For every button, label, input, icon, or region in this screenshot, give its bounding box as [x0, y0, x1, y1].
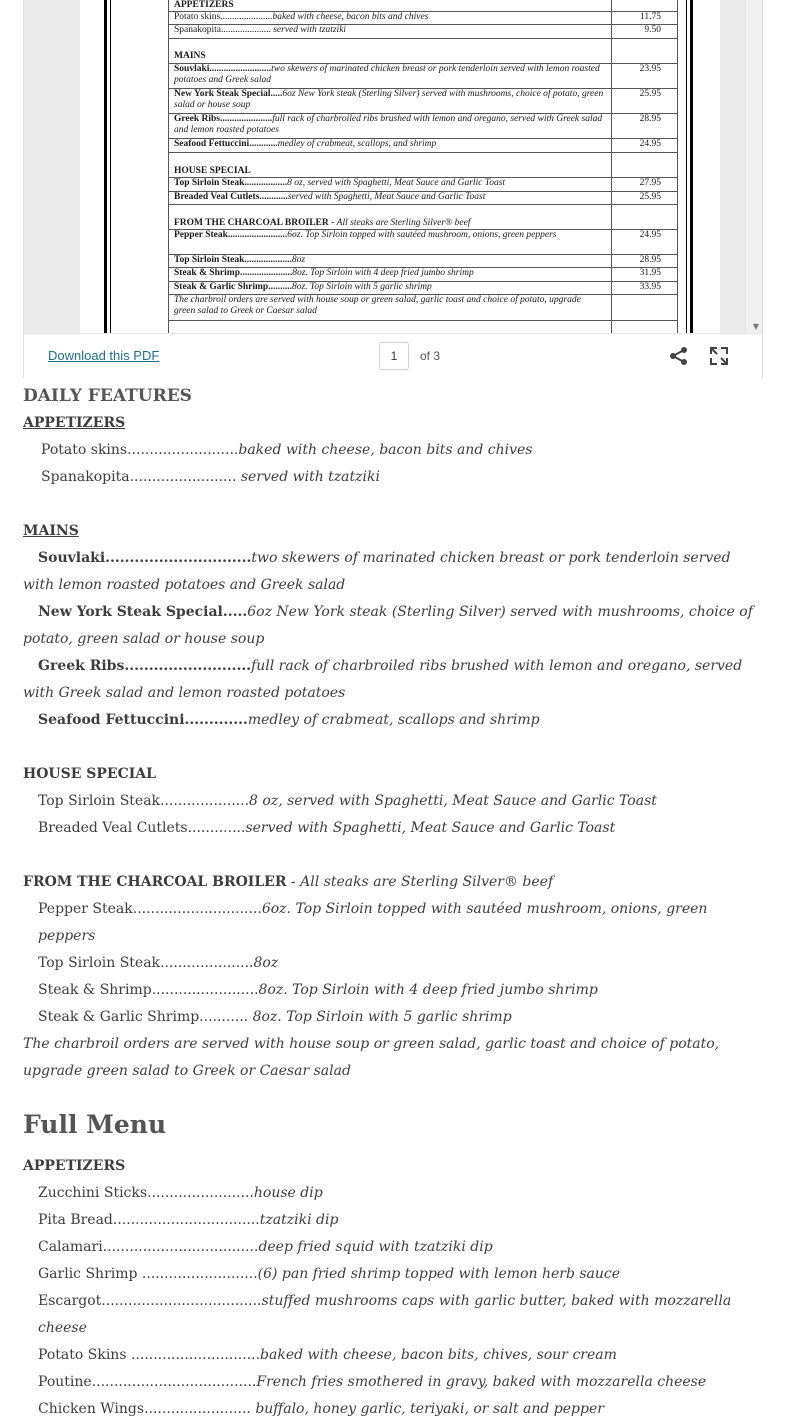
pdf-item-desc: served with tzatziki: [273, 25, 347, 35]
pdf-item-name: Pepper Steak.........................: [174, 230, 288, 240]
menu-item: [23, 977, 763, 1004]
pdf-row: [169, 192, 677, 205]
item-name: Potato skins.........................: [41, 442, 239, 458]
item-desc: 8oz: [253, 955, 279, 971]
pdf-item-desc: baked with cheese, bacon bits and chives: [272, 12, 429, 22]
item-desc: baked with cheese, bacon bits and chives: [238, 442, 533, 458]
pdf-row: [169, 139, 677, 153]
pdf-item-desc: 8oz: [291, 255, 306, 265]
menu-item: [23, 1207, 763, 1234]
menu-item: [23, 788, 763, 815]
pdf-row: [169, 282, 677, 295]
pdf-row: [169, 178, 677, 192]
pdf-item-price: 25.95: [639, 192, 661, 202]
broiler-note: - All steaks are Sterling Silver® beef: [286, 874, 554, 890]
item-desc: served with tzatziki: [236, 469, 380, 485]
item-desc: 8oz. Top Sirloin with 5 garlic shrimp: [248, 1009, 512, 1025]
pdf-row: [169, 64, 677, 89]
pdf-item-desc: 8oz. Top Sirloin with 5 garlic shrimp: [291, 282, 432, 292]
pdf-item-desc: medley of crabmeat, scallops, and shrimp: [277, 139, 437, 149]
item-name: Calamari...................................: [38, 1239, 259, 1255]
scroll-down-icon[interactable]: ▼: [752, 322, 759, 331]
item-name: Seafood Fettuccini.............: [38, 712, 248, 728]
pdf-section: HOUSE SPECIAL: [174, 166, 251, 176]
pdf-item-name: Steak & Garlic Shrimp..........: [174, 282, 292, 292]
pdf-toolbar: [24, 333, 762, 378]
download-pdf-link[interactable]: Download this PDF: [48, 348, 160, 363]
item-desc: French fries smothered in gravy, baked with mozzarella cheese: [256, 1374, 707, 1390]
menu-item: [23, 1342, 763, 1369]
pdf-item-price: 23.95: [639, 64, 661, 74]
item-desc: (6) pan fried shrimp topped with lemon herb sauce: [257, 1266, 621, 1282]
pdf-item-desc: two skewers of marinated chicken breast or pork tenderloin served with lemon roasted potatoes and Greek salad: [174, 64, 600, 85]
item-name: Pita Bread.................................: [38, 1212, 260, 1228]
pdf-frame-line: [690, 0, 693, 333]
item-desc: full rack of charbroiled ribs brushed with lemon and oregano, served with Greek salad and lemon roasted potatoes: [23, 658, 743, 701]
page-number-input[interactable]: 1: [379, 342, 409, 370]
pdf-item-name: Top Sirloin Steak....................: [174, 255, 292, 265]
pdf-item-price: 28.95: [639, 255, 661, 265]
menu-item: [23, 896, 763, 950]
item-name: Breaded Veal Cutlets.............: [38, 820, 246, 836]
pdf-item-price: 9.50: [644, 25, 661, 35]
broiler-heading: FROM THE CHARCOAL BROILER: [23, 874, 287, 890]
menu-item: [23, 1004, 763, 1031]
pdf-row: [169, 230, 677, 255]
pdf-item-desc: 6oz New York steak (Sterling Silver) served with mushrooms, choice of potato, green salad or house soup: [174, 89, 604, 110]
pdf-item-price: 11.75: [639, 12, 661, 22]
pdf-page: [80, 0, 720, 333]
item-name: Pepper Steak.............................: [38, 901, 262, 917]
item-desc: buffalo, honey garlic, teriyaki, or salt and pepper: [250, 1401, 604, 1417]
pdf-item-desc: full rack of charbroiled ribs brushed with lemon and oregano, served with Greek salad and lemon roasted potatoes: [174, 114, 603, 135]
item-name: Escargot....................................: [38, 1293, 262, 1309]
pdf-item-name: Spanakopita.....................: [174, 25, 271, 35]
pdf-row: [169, 153, 677, 178]
pdf-item-name: Top Sirloin Steak..................: [174, 178, 288, 188]
pdf-item-name: New York Steak Special.....: [174, 89, 283, 99]
pdf-row: [169, 89, 677, 114]
menu-content: [23, 383, 763, 1423]
full-appetizers-heading: APPETIZERS: [23, 1158, 126, 1174]
item-desc: stuffed mushrooms caps with garlic butter, baked with mozzarella cheese: [38, 1293, 732, 1336]
pdf-frame-line: [104, 0, 107, 333]
menu-item: [23, 545, 763, 599]
pdf-item-price: 33.95: [639, 282, 661, 292]
menu-item: [23, 1234, 763, 1261]
pdf-page-area[interactable]: [24, 0, 762, 333]
pdf-row: [169, 205, 677, 230]
page-count: of 3: [420, 349, 441, 363]
item-name: Top Sirloin Steak....................: [38, 793, 250, 809]
pdf-item-desc: 6oz. Top Sirloin topped with sautéed mushroom, onions, green peppers: [287, 230, 557, 240]
item-name: Poutine.....................................: [38, 1374, 257, 1390]
item-desc: deep fried squid with tzatziki dip: [258, 1239, 493, 1255]
pdf-section: MAINS: [174, 51, 206, 61]
pdf-item-desc: served with Spaghetti, Meat Sauce and Garlic Toast: [287, 192, 486, 202]
pdf-item-price: 24.95: [639, 139, 661, 149]
pdf-row: [169, 295, 677, 321]
item-desc: house dip: [253, 1185, 323, 1201]
item-name: Steak & Shrimp........................: [38, 982, 259, 998]
fullscreen-icon[interactable]: [709, 346, 729, 366]
broiler-footer-note: The charbroil orders are served with house soup or green salad, garlic toast and choice of potato, upgrade green salad to Greek or Caesar salad: [23, 1036, 720, 1079]
pdf-item-price: 28.95: [639, 114, 661, 124]
item-name: Top Sirloin Steak.....................: [38, 955, 254, 971]
item-desc: 6oz New York steak (Sterling Silver) served with mushrooms, choice of potato, green salad or house soup: [23, 604, 753, 647]
item-desc: 8 oz, served with Spaghetti, Meat Sauce and Garlic Toast: [249, 793, 657, 809]
pdf-item-name: Souvlaki..........................: [174, 64, 272, 74]
pdf-viewer: [23, 0, 763, 378]
full-menu-title: Full Menu: [23, 1110, 167, 1139]
pdf-row: [169, 114, 677, 139]
pdf-item-price: 24.95: [639, 230, 661, 240]
menu-item: [23, 653, 763, 707]
item-name: Zucchini Sticks........................: [38, 1185, 254, 1201]
menu-item: [23, 815, 763, 842]
item-desc: served with Spaghetti, Meat Sauce and Garlic Toast: [245, 820, 616, 836]
item-name: Greek Ribs..........................: [38, 658, 252, 674]
house-special-heading: HOUSE SPECIAL: [23, 766, 156, 782]
menu-item: [23, 950, 763, 977]
item-name: Potato Skins .............................: [38, 1347, 261, 1363]
item-desc: two skewers of marinated chicken breast or pork tenderloin served with lemon roasted potatoes and Greek salad: [23, 550, 731, 593]
item-name: Spanakopita........................: [41, 469, 237, 485]
item-desc: baked with cheese, bacon bits, chives, sour cream: [260, 1347, 617, 1363]
pdf-row: [169, 0, 677, 12]
pdf-scrollbar[interactable]: [745, 0, 762, 333]
pdf-row: [169, 39, 677, 64]
pdf-column-line: [677, 0, 678, 333]
item-desc: medley of crabmeat, scallops and shrimp: [247, 712, 540, 728]
item-desc: tzatziki dip: [259, 1212, 339, 1228]
menu-item: [23, 1180, 763, 1207]
menu-item: [23, 1369, 763, 1396]
pdf-item-name: Breaded Veal Cutlets............: [174, 192, 288, 202]
pdf-frame-line: [110, 0, 111, 333]
item-name: Steak & Garlic Shrimp...........: [38, 1009, 249, 1025]
item-desc: 8oz. Top Sirloin with 4 deep fried jumbo shrimp: [258, 982, 598, 998]
menu-item: [23, 1288, 763, 1342]
share-icon[interactable]: [669, 346, 689, 366]
pdf-item-name: Steak & Shrimp......................: [174, 268, 293, 278]
pdf-row: [169, 25, 677, 39]
menu-item: [23, 464, 763, 491]
mains-heading: MAINS: [23, 523, 79, 539]
menu-item: [23, 1261, 763, 1288]
pdf-row: [169, 255, 677, 268]
item-name: Souvlaki..............................: [38, 550, 252, 566]
item-name: Garlic Shrimp ..........................: [38, 1266, 258, 1282]
pdf-item-price: 25.95: [639, 89, 661, 99]
item-name: Chicken Wings........................: [38, 1401, 251, 1417]
menu-item: [23, 599, 763, 653]
pdf-item-price: 31.95: [639, 268, 661, 278]
pdf-row: [169, 268, 677, 282]
appetizers-heading: APPETIZERS: [23, 415, 126, 431]
menu-item: [23, 437, 763, 464]
pdf-footer-note: The charbroil orders are served with house soup or green salad, garlic toast and choice of potato, upgrade green salad to Greek or Caesar salad: [174, 295, 581, 316]
pdf-section: FROM THE CHARCOAL BROILER -: [174, 218, 335, 228]
item-name: New York Steak Special.....: [38, 604, 248, 620]
pdf-item-price: 27.95: [639, 178, 661, 188]
pdf-section: APPETIZERS: [174, 0, 234, 10]
pdf-item-desc: 8oz. Top Sirloin with 4 deep fried jumbo shrimp: [292, 268, 474, 278]
daily-features-title: DAILY FEATURES: [23, 386, 192, 406]
broiler-heading-row: [23, 869, 763, 896]
pdf-item-name: Greek Ribs......................: [174, 114, 273, 124]
menu-item: [23, 1396, 763, 1423]
pdf-row: [169, 12, 677, 25]
pdf-item-name: Potato skins......................: [174, 12, 273, 22]
pdf-item-desc: 8 oz, served with Spaghetti, Meat Sauce and Garlic Toast: [287, 178, 506, 188]
menu-item: [23, 707, 763, 734]
item-desc: 6oz. Top Sirloin topped with sautéed mushroom, onions, green peppers: [38, 901, 708, 944]
pdf-item-name: Seafood Fettuccini............: [174, 139, 278, 149]
pdf-frame-line: [686, 0, 687, 333]
pdf-section-note: All steaks are Sterling Silver® beef: [336, 218, 471, 228]
